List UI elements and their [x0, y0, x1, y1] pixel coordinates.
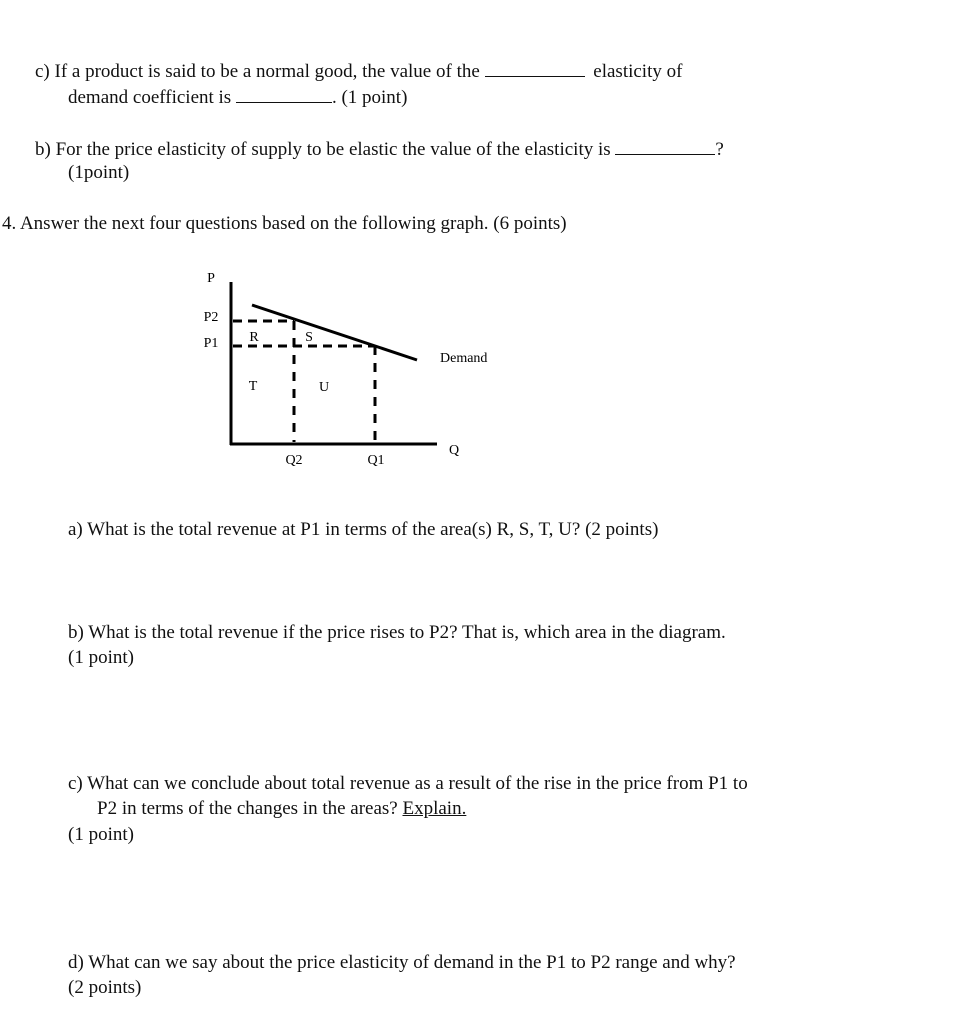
- question-4c-text: P2 in terms of the changes in the areas?: [97, 798, 398, 819]
- demand-label: Demand: [440, 351, 488, 366]
- question-3b-line-1: [35, 138, 724, 161]
- question-3c-line-1: [35, 60, 682, 83]
- question-4-title: 4. Answer the next four questions based on the following graph. (6 points): [2, 213, 567, 234]
- question-3b-points: (1point): [68, 162, 130, 183]
- question-3c-text-end: elasticity of: [593, 61, 683, 82]
- demand-curve: [252, 305, 417, 360]
- axis-label-p: P: [207, 271, 215, 286]
- axis-label-q: Q: [448, 443, 460, 458]
- question-4c-line-1: c) What can we conclude about total revenue as a result of the rise in the price from P1 to: [68, 773, 748, 794]
- area-label-u: U: [318, 380, 330, 395]
- answer-blank-elastic-value[interactable]: [615, 138, 715, 155]
- tick-label-p2: P2: [203, 310, 219, 325]
- answer-blank-elasticity-type[interactable]: [485, 60, 585, 77]
- question-4a: a) What is the total revenue at P1 in terms of the area(s) R, S, T, U? (2 points): [68, 519, 659, 540]
- question-4d-points: (2 points): [68, 977, 142, 998]
- question-4c-points: (1 point): [68, 824, 134, 845]
- question-3b-text: b) For the price elasticity of supply to be elastic the value of the elasticity is: [35, 139, 611, 160]
- area-label-t: T: [248, 379, 258, 394]
- question-3c-line-2: [68, 86, 407, 109]
- question-4b-line-1: b) What is the total revenue if the price rises to P2? That is, which area in the diagram.: [68, 622, 726, 643]
- answer-blank-coefficient[interactable]: [236, 86, 332, 103]
- question-3c-text-start: c) If a product is said to be a normal good, the value of the: [35, 61, 480, 82]
- question-4b-points: (1 point): [68, 647, 134, 668]
- demand-graph: [190, 262, 530, 472]
- question-3b-mark: ?: [715, 139, 724, 160]
- tick-label-p1: P1: [203, 336, 219, 351]
- tick-label-q1: Q1: [367, 453, 385, 468]
- question-3c-points: . (1 point): [331, 87, 408, 108]
- question-4c-line-2: [97, 798, 466, 820]
- question-4d-line-1: d) What can we say about the price elasticity of demand in the P1 to P2 range and why?: [68, 952, 736, 973]
- area-label-r: R: [249, 330, 259, 345]
- question-3c-text-demand: demand coefficient is: [68, 87, 232, 108]
- explain-instruction: Explain.: [402, 798, 467, 819]
- tick-label-q2: Q2: [285, 453, 303, 468]
- area-label-s: S: [305, 330, 313, 345]
